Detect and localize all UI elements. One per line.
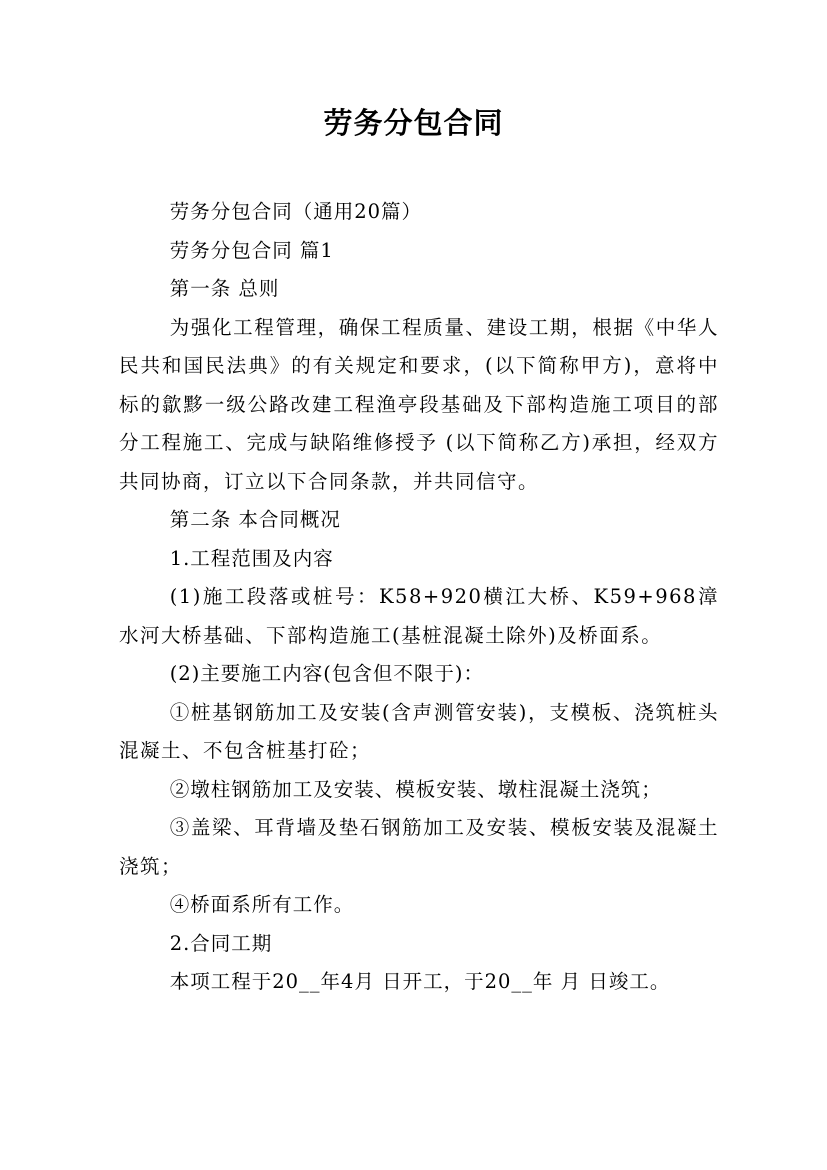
paragraph-item-4: ④桥面系所有工作。 (169, 893, 355, 916)
paragraph-item-2: ②墩柱钢筋加工及安装、模板安装、墩柱混凝土浇筑； (169, 777, 662, 801)
document-body (119, 193, 719, 1002)
paragraph-section-heading: 劳务分包合同 篇1 (169, 238, 334, 262)
paragraph-construction-section: (1)施工段落或桩号：K58+920横江大桥、K59+968漳水河大桥基础、下部构造施工(基桩混凝土除外)及桥面系。 (119, 585, 719, 647)
paragraph-schedule: 本项工程于20__年4月 日开工，于20__年 月 日竣工。 (169, 970, 671, 993)
paragraph-article-2-heading: 第二条 本合同概况 (169, 508, 341, 531)
paragraph-item-3: ③盖梁、耳背墙及垫石钢筋加工及安装、模板安装及混凝土浇筑； (119, 816, 719, 878)
paragraph-subtitle: 劳务分包合同（通用20篇） (169, 200, 423, 223)
paragraph-general-provisions: 为强化工程管理，确保工程质量、建设工期，根据《中华人民共和国民法典》的有关规定和要求，(以下简称甲方)，意将中标的歙黟一级公路改建工程渔亭段基础及下部构造施工项目的部分工程施工、完成与缺陷维修授予 (以下简称乙方)承担，经双方共同协商，订立以下合同条款，并共同信守。 (119, 315, 719, 493)
paragraph-article-1-heading: 第一条 总则 (169, 277, 280, 300)
paragraph-schedule-heading: 2.合同工期 (169, 931, 273, 955)
paragraph-main-content-heading: (2)主要施工内容(包含但不限于)： (169, 662, 485, 685)
document-title: 劳务分包合同 (323, 106, 504, 140)
paragraph-item-1: ①桩基钢筋加工及安装(含声测管安装)，支模板、浇筑桩头混凝土、不包含桩基打砼； (119, 700, 719, 762)
paragraph-scope-heading: 1.工程范围及内容 (169, 546, 334, 570)
